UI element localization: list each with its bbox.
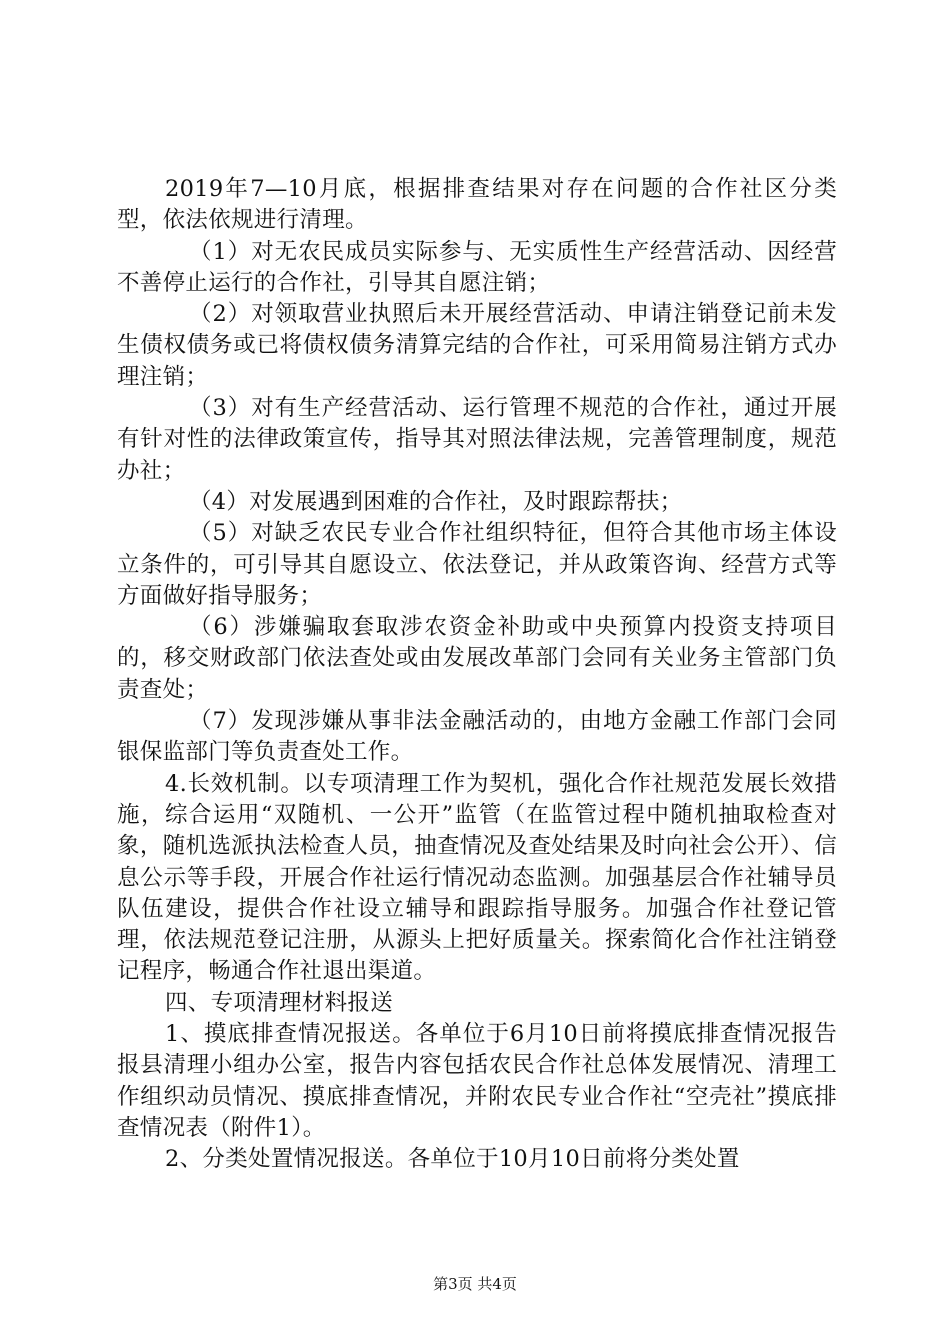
paragraph-item-4: （4）对发展遇到困难的合作社，及时跟踪帮扶； bbox=[189, 488, 683, 515]
page-number-footer: 第3页 共4页 bbox=[433, 1275, 517, 1293]
paragraph-item-7: （7）发现涉嫌从事非法金融活动的，由地方金融工作部门会同银保监部门等负责查处工作。 bbox=[117, 708, 837, 766]
document-body bbox=[117, 174, 837, 1176]
paragraph-cleanup-schedule: 2019年7—10月底，根据排查结果对存在问题的合作社区分类型，依法依规进行清理。 bbox=[117, 176, 837, 234]
paragraph-long-term-mechanism: 4.长效机制。以专项清理工作为契机，强化合作社规范发展长效措施，综合运用“双随机、一公开”监管（在监管过程中随机抽取检查对象，随机选派执法检查人员，抽查情况及查处结果及时向社会公开）、信息公示等手段，开展合作社运行情况动态监测。加强基层合作社辅导员队伍建设，提供合作社设立辅导和跟踪指导服务。加强合作社登记管理，依法规范登记注册，从源头上把好质量关。探索简化合作社注销登记程序，畅通合作社退出渠道。 bbox=[117, 770, 837, 985]
paragraph-item-2: （2）对领取营业执照后未开展经营活动、申请注销登记前未发生债权债务或已将债权债务清算完结的合作社，可采用简易注销方式办理注销； bbox=[117, 301, 837, 390]
section-heading-materials: 四、专项清理材料报送 bbox=[165, 989, 394, 1016]
paragraph-item-6: （6）涉嫌骗取套取涉农资金补助或中央预算内投资支持项目的，移交财政部门依法查处或由发展改革部门会同有关业务主管部门负责查处； bbox=[117, 614, 837, 703]
paragraph-item-5: （5）对缺乏农民专业合作社组织特征，但符合其他市场主体设立条件的，可引导其自愿设立、依法登记，并从政策咨询、经营方式等方面做好指导服务； bbox=[117, 520, 837, 609]
paragraph-item-3: （3）对有生产经营活动、运行管理不规范的合作社，通过开展有针对性的法律政策宣传，指导其对照法律法规，完善管理制度，规范办社； bbox=[117, 395, 837, 484]
paragraph-classification-report: 2、分类处置情况报送。各单位于10月10日前将分类处置 bbox=[165, 1146, 740, 1173]
paragraph-item-1: （1）对无农民成员实际参与、无实质性生产经营活动、因经营不善停止运行的合作社，引导其自愿注销； bbox=[117, 238, 837, 296]
paragraph-survey-report: 1、摸底排查情况报送。各单位于6月10日前将摸底排查情况报告报县清理小组办公室，报告内容包括农民合作社总体发展情况、清理工作组织动员情况、摸底排查情况，并附农民专业合作社“空壳社”摸底排查情况表（附件1）。 bbox=[117, 1021, 837, 1141]
